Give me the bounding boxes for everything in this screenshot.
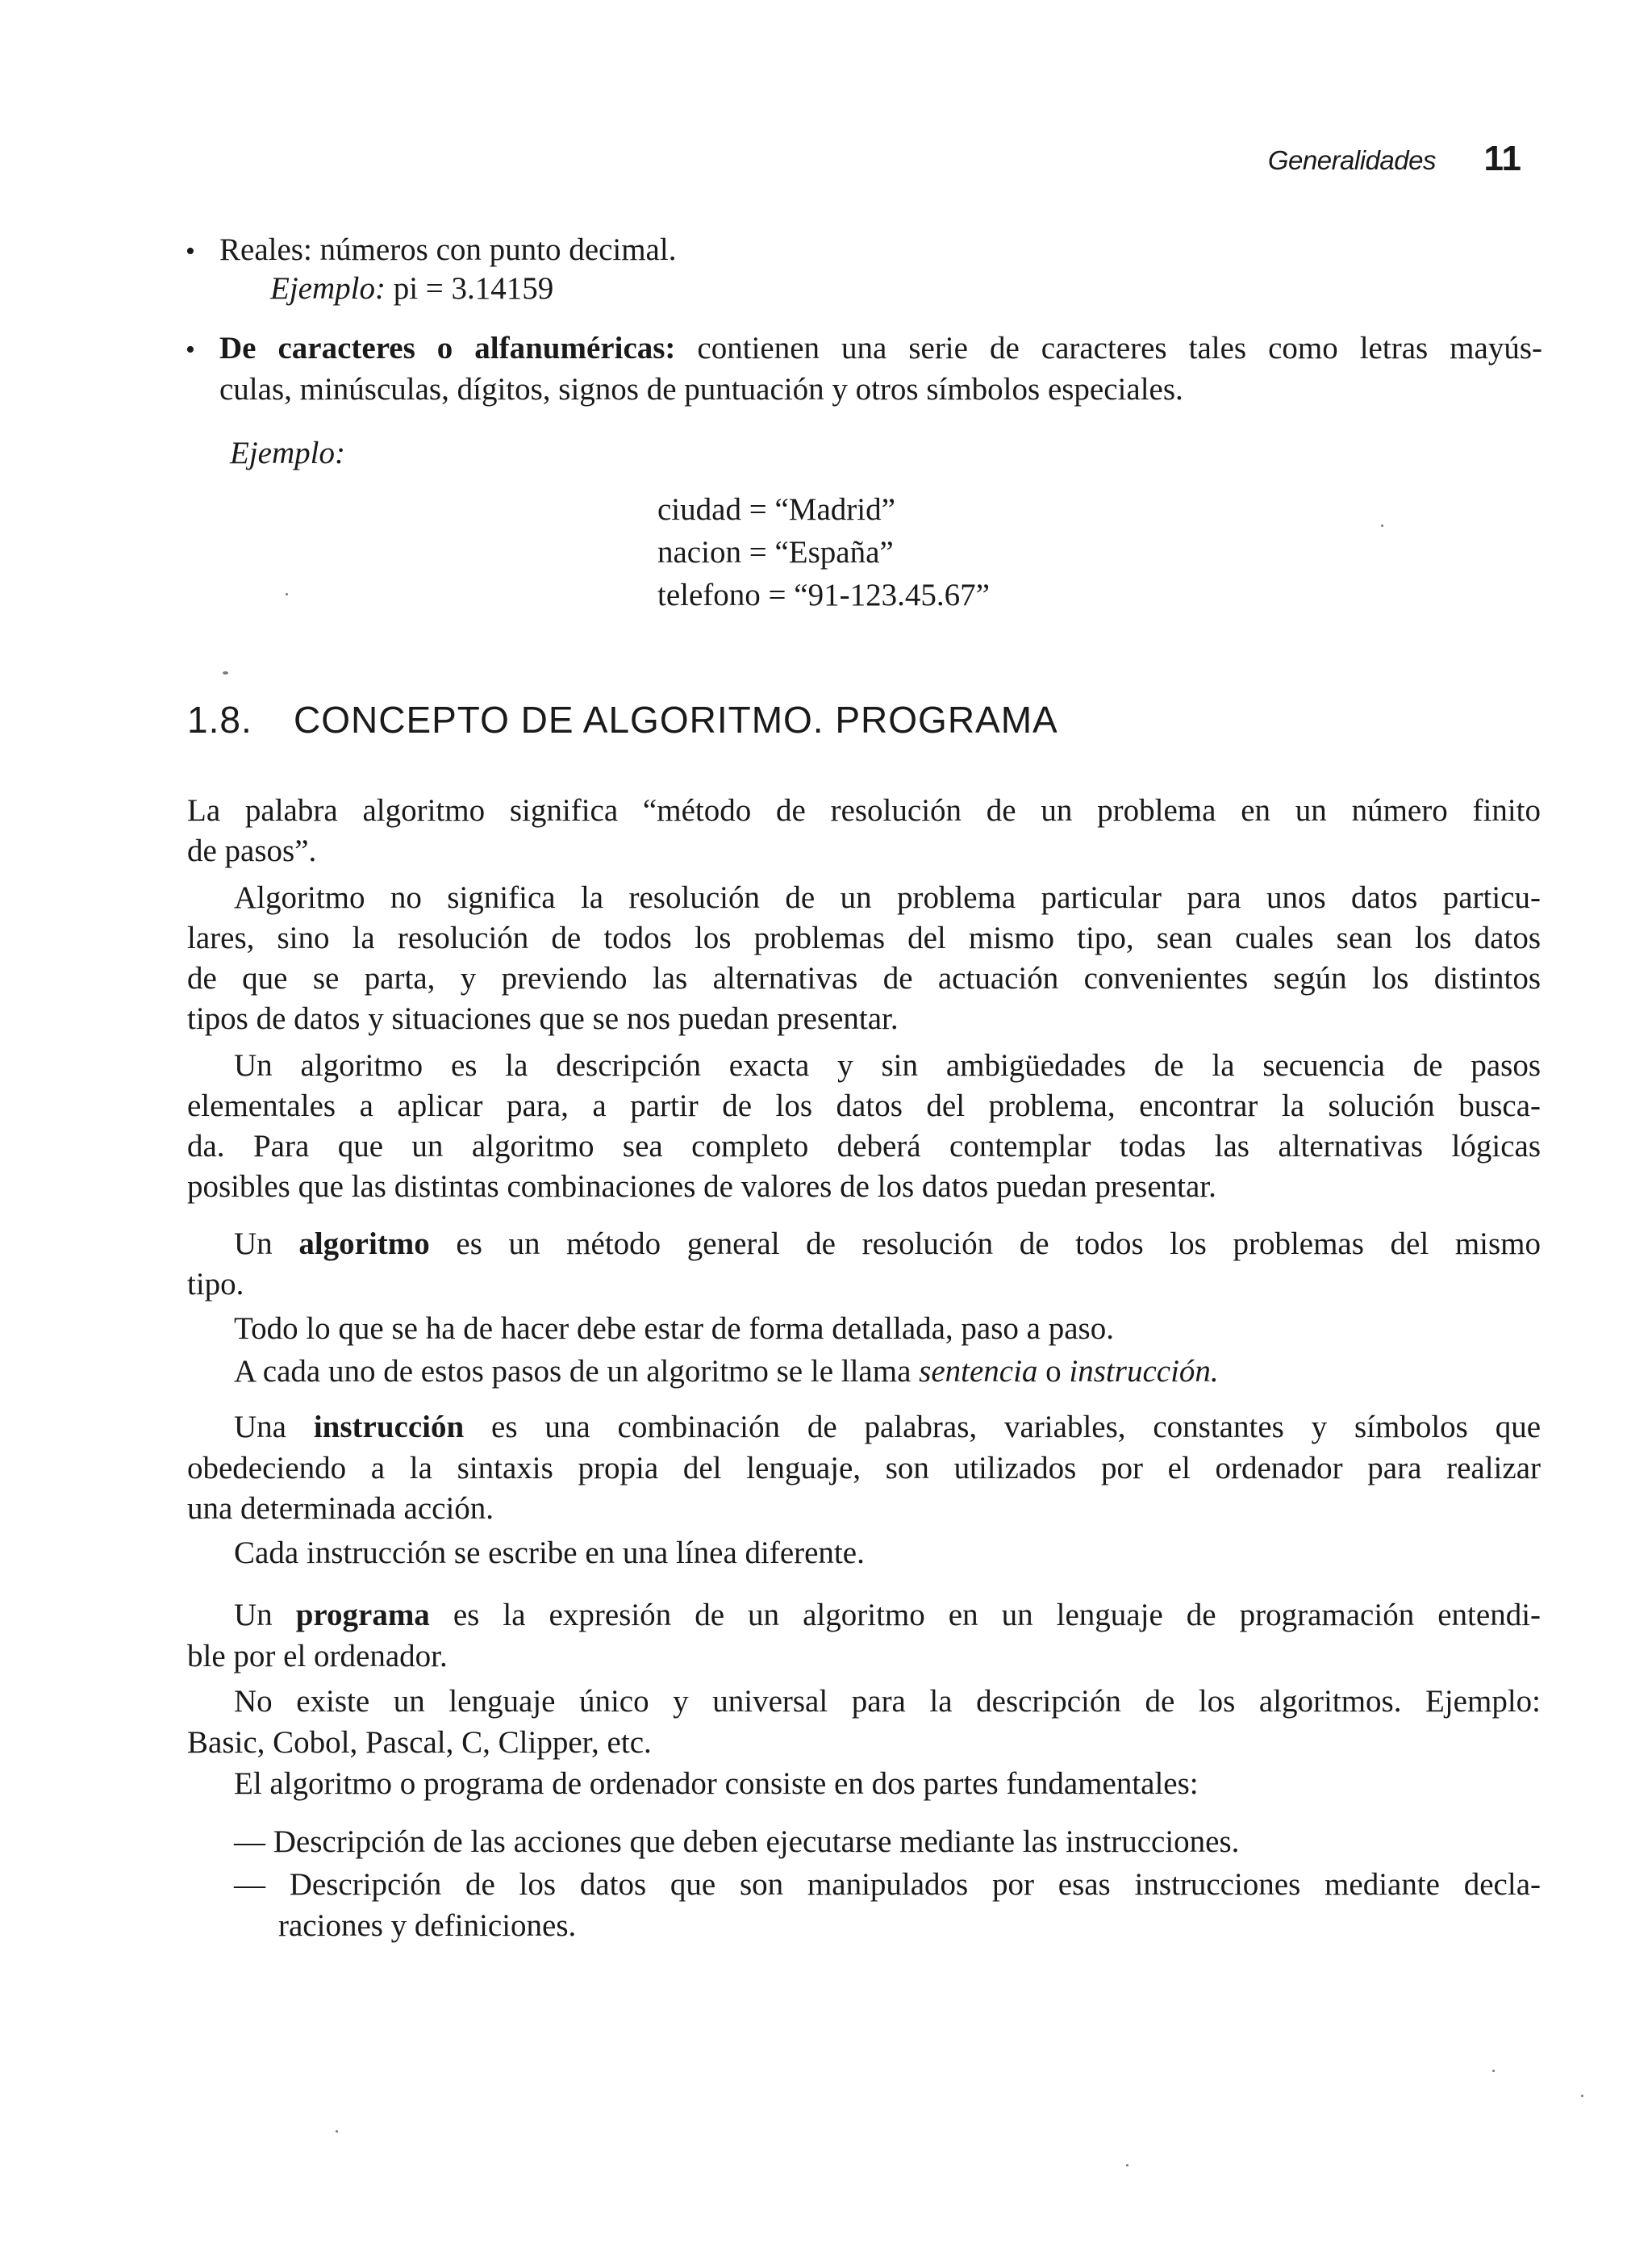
p9-line-2: ble por el ordenador. — [187, 1639, 448, 1673]
reales-example — [270, 269, 553, 309]
list-item-2: — Descripción de los datos que son manipulados por esas instrucciones mediante decla- — [234, 1867, 1541, 1902]
p9-pre: Un — [234, 1598, 273, 1632]
p3-line-2: elementales a aplicar para, a partir de los datos del problema, encontrar la solución busca- — [187, 1088, 1541, 1123]
scan-speck — [1381, 524, 1383, 527]
p4-pre: Un — [234, 1226, 273, 1261]
section-heading — [187, 698, 1058, 742]
example-telefono: telefono = “91-123.45.67” — [657, 578, 990, 612]
p6-line — [234, 1352, 1219, 1392]
section-number: 1.8. — [187, 699, 252, 741]
page-number: 11 — [1483, 139, 1521, 178]
caracteres-text: contienen una serie de caracteres tales como letras mayús- — [697, 331, 1542, 366]
p2-line-1: Algoritmo no significa la resolución de un problema particular para unos datos particu- — [234, 880, 1541, 915]
caracteres-example-label: Ejemplo: — [230, 436, 345, 470]
running-header-section: Generalidades — [1267, 145, 1436, 175]
p1-line-1: La palabra algoritmo significa “método de resolución de un problema en un número finito — [187, 793, 1541, 828]
p7-line-2: obedeciendo a la sintaxis propia del lenguaje, son utilizados por el ordenador para realizar — [187, 1451, 1541, 1485]
scan-speck — [223, 671, 228, 675]
p7-pre: Una — [234, 1410, 286, 1444]
p3-line-4: posibles que las distintas combinaciones de valores de los datos puedan presentar. — [187, 1169, 1216, 1204]
p7-line-1 — [234, 1407, 1541, 1448]
p2-line-2: lares, sino la resolución de todos los problemas del mismo tipo, sean cuales sean los datos — [187, 921, 1541, 955]
reales-term: Reales: — [219, 232, 312, 267]
section-title: CONCEPTO DE ALGORITMO. PROGRAMA — [294, 699, 1058, 741]
bullet-caracteres: • — [186, 335, 195, 365]
scan-speck — [1492, 2070, 1495, 2072]
p8-line: Cada instrucción se escribe en una línea diferente. — [234, 1535, 865, 1570]
p3-line-1: Un algoritmo es la descripción exacta y sin ambigüedades de la secuencia de pasos — [234, 1048, 1541, 1083]
caracteres-line-1 — [219, 328, 1542, 369]
scan-speck — [1581, 2095, 1583, 2097]
p1-line-2: de pasos”. — [187, 834, 317, 868]
p6-mid: o — [1045, 1354, 1062, 1389]
p6-term-1: sentencia — [919, 1354, 1038, 1389]
p9-post: es la expresión de un algoritmo en un lenguaje de programación entendi- — [453, 1598, 1541, 1632]
p2-line-4: tipos de datos y situaciones que se nos puedan presentar. — [187, 1001, 899, 1036]
bullet-reales: • — [186, 236, 195, 266]
reales-line — [219, 230, 676, 270]
p3-line-3: da. Para que un algoritmo sea completo deberá contemplar todas las alternativas lógicas — [187, 1129, 1541, 1164]
p6-term-2: instrucción. — [1069, 1354, 1219, 1389]
example-nacion: nacion = “España” — [657, 535, 894, 570]
scan-speck — [286, 593, 288, 595]
p4-line-2: tipo. — [187, 1267, 244, 1301]
reales-example-label: Ejemplo: — [270, 271, 386, 306]
caracteres-line-2: culas, minúsculas, dígitos, signos de puntuación y otros símbolos especiales. — [219, 372, 1183, 407]
p4-post: es un método general de resolución de todos los problemas del mismo — [456, 1226, 1541, 1261]
scan-speck — [1126, 2164, 1128, 2166]
reales-example-value: pi = 3.14159 — [393, 271, 554, 306]
caracteres-term: De caracteres o alfanuméricas: — [219, 331, 676, 366]
scan-speck — [336, 2130, 338, 2133]
p10-line-1: No existe un lenguaje único y universal para la descripción de los algoritmos. Ejemplo: — [234, 1684, 1541, 1719]
reales-text: números con punto decimal. — [319, 232, 677, 267]
example-ciudad: ciudad = “Madrid” — [657, 492, 895, 527]
p5-line: Todo lo que se ha de hacer debe estar de forma detallada, paso a paso. — [234, 1311, 1114, 1346]
list-item-1: — Descripción de las acciones que deben ejecutarse mediante las instrucciones. — [234, 1824, 1240, 1859]
p10-line-2: Basic, Cobol, Pascal, C, Clipper, etc. — [187, 1725, 652, 1760]
p4-line-1 — [234, 1224, 1541, 1264]
p7-line-3: una determinada acción. — [187, 1491, 494, 1526]
p6-pre: A cada uno de estos pasos de un algoritmo se le llama — [234, 1354, 912, 1389]
p7-term: instrucción — [313, 1410, 465, 1444]
p9-line-1 — [234, 1595, 1541, 1636]
p9-term: programa — [295, 1598, 430, 1632]
p7-post: es una combinación de palabras, variables, constantes y símbolos que — [491, 1410, 1541, 1444]
p11-line: El algoritmo o programa de ordenador consiste en dos partes fundamentales: — [234, 1766, 1199, 1801]
p4-term: algoritmo — [298, 1226, 430, 1261]
p2-line-3: de que se parta, y previendo las alternativas de actuación convenientes según los distintos — [187, 961, 1541, 996]
running-header — [1258, 139, 1533, 187]
list-item-2-cont: raciones y definiciones. — [278, 1908, 577, 1943]
